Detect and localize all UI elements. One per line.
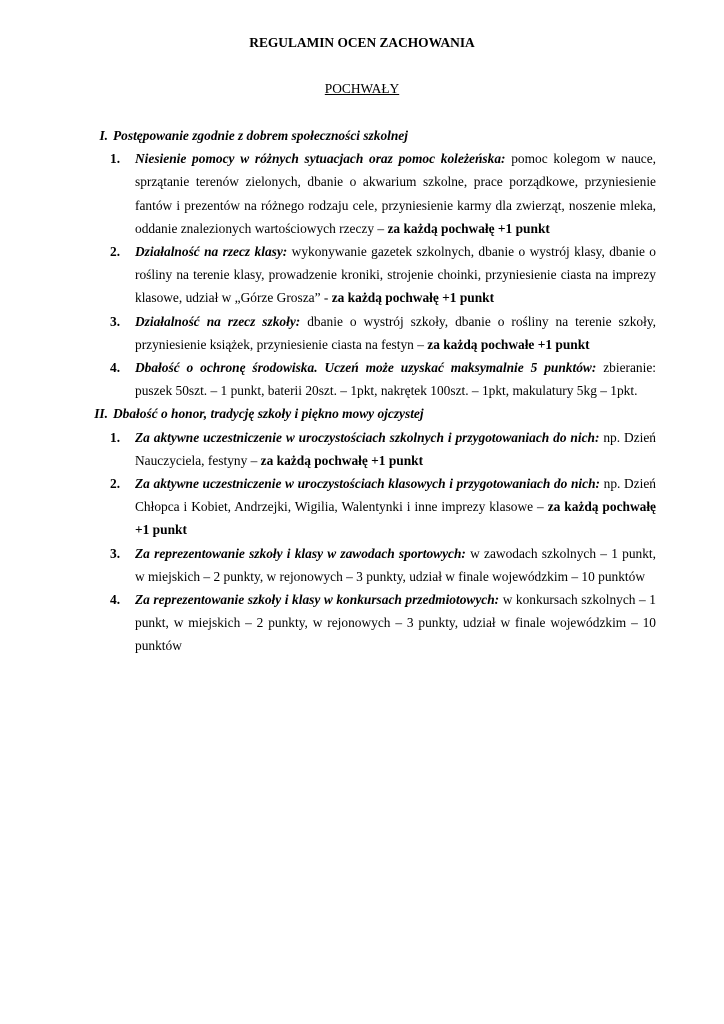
item-lead: Działalność na rzecz szkoły: [135,313,301,329]
list-item [86,240,656,310]
item-text: pomoc kolegom w nauce, sprzątanie terenów zielonych, dbanie o akwarium szkolne, prace porządkowe, przyniesienie fantów i prezentów na różnego rodzaju cele, przyniesienie karmy dla zwierząt, noszenie mleka, oddanie znalezionych wartościowych rzeczy – [135,151,656,236]
item-text: np. Dzień Nauczyciela, festyny – [135,429,656,468]
list-item [86,542,656,588]
item-lead: Niesienie pomocy w różnych sytuacjach oraz pomoc koleżeńska: [135,151,506,167]
list-item [86,426,656,472]
item-text: w konkursach szkolnych – 1 punkt, w miejskich – 2 punkty, w rejonowych – 3 punkty, udział w finale wojewódzkim – 10 punktów [135,592,656,654]
document-title: REGULAMIN OCEN ZACHOWANIA [249,35,475,50]
section-heading [86,124,656,147]
section-2 [86,402,656,657]
list-item [86,472,656,542]
item-text: zbieranie: puszek 50szt. – 1 punkt, baterii 20szt. – 1pkt, nakrętek 100szt. – 1pkt, makulatury 5kg – 1pkt. [135,360,657,399]
item-text: dbanie o wystrój szkoły, dbanie o rośliny na terenie szkoły, przyniesienie książek, przyniesienie ciasta na festyn – [135,313,656,352]
item-reward: za każdą pochwałę +1 punkt [331,290,495,306]
section-heading-text: Postępowanie zgodnie z dobrem społeczności szkolnej [113,128,408,143]
item-number: 2. [110,476,121,492]
item-lead: Za aktywne uczestniczenie w uroczystościach szkolnych i przygotowaniach do nich: [135,429,600,445]
list-item [86,310,656,356]
list-item [86,356,656,402]
item-number: 1. [110,429,121,445]
item-number: 3. [110,545,121,561]
item-number: 4. [110,360,121,376]
item-lead: Działalność na rzecz klasy: [135,244,288,260]
item-number: 4. [110,592,121,608]
section-number: I. [99,128,108,143]
section-heading-text: Dbałość o honor, tradycję szkoły i piękno mowy ojczystej [113,406,424,422]
section-heading [86,402,656,425]
item-reward: za każdą pochwałę +1 punkt [387,220,550,236]
list-item [86,588,656,658]
item-lead: Za reprezentowanie szkoły i klasy w konkursach przedmiotowych: [135,592,500,608]
document-subtitle [0,79,724,99]
list-item [86,147,656,240]
item-lead: Dbałość o ochronę środowiska. Uczeń może uzyskać maksymalnie 5 punktów: [135,360,597,376]
section-1 [86,124,656,402]
item-text: np. Dzień Chłopca i Kobiet, Andrzejki, Wigilia, Walentynki i inne imprezy klasowe – [135,476,656,515]
item-number: 2. [110,244,121,260]
item-lead: Za aktywne uczestniczenie w uroczystościach klasowych i przygotowaniach do nich: [135,476,600,492]
document-content [86,124,656,658]
item-text: w zawodach szkolnych – 1 punkt, w miejskich – 2 punkty, w rejonowych – 3 punkty, udział w finale wojewódzkim – 10 punktów [135,545,656,584]
item-number: 1. [110,151,121,167]
subtitle-text: POCHWAŁY [324,81,400,96]
item-text: wykonywanie gazetek szkolnych, dbanie o wystrój klasy, dbanie o rośliny na terenie klasy, prowadzenie kroniki, strojenie choinki, przyniesienie ciasta na imprezy klasowe, udział w „Górze Grosza” - [135,244,657,306]
item-reward: za każdą pochwałe +1 punkt [427,336,590,352]
item-lead: Za reprezentowanie szkoły i klasy w zawodach sportowych: [135,545,466,561]
item-reward: za każdą pochwałę +1 punkt [135,499,656,538]
item-number: 3. [110,313,121,329]
item-reward: za każdą pochwałę +1 punkt [260,452,424,468]
section-number: II. [94,406,108,422]
